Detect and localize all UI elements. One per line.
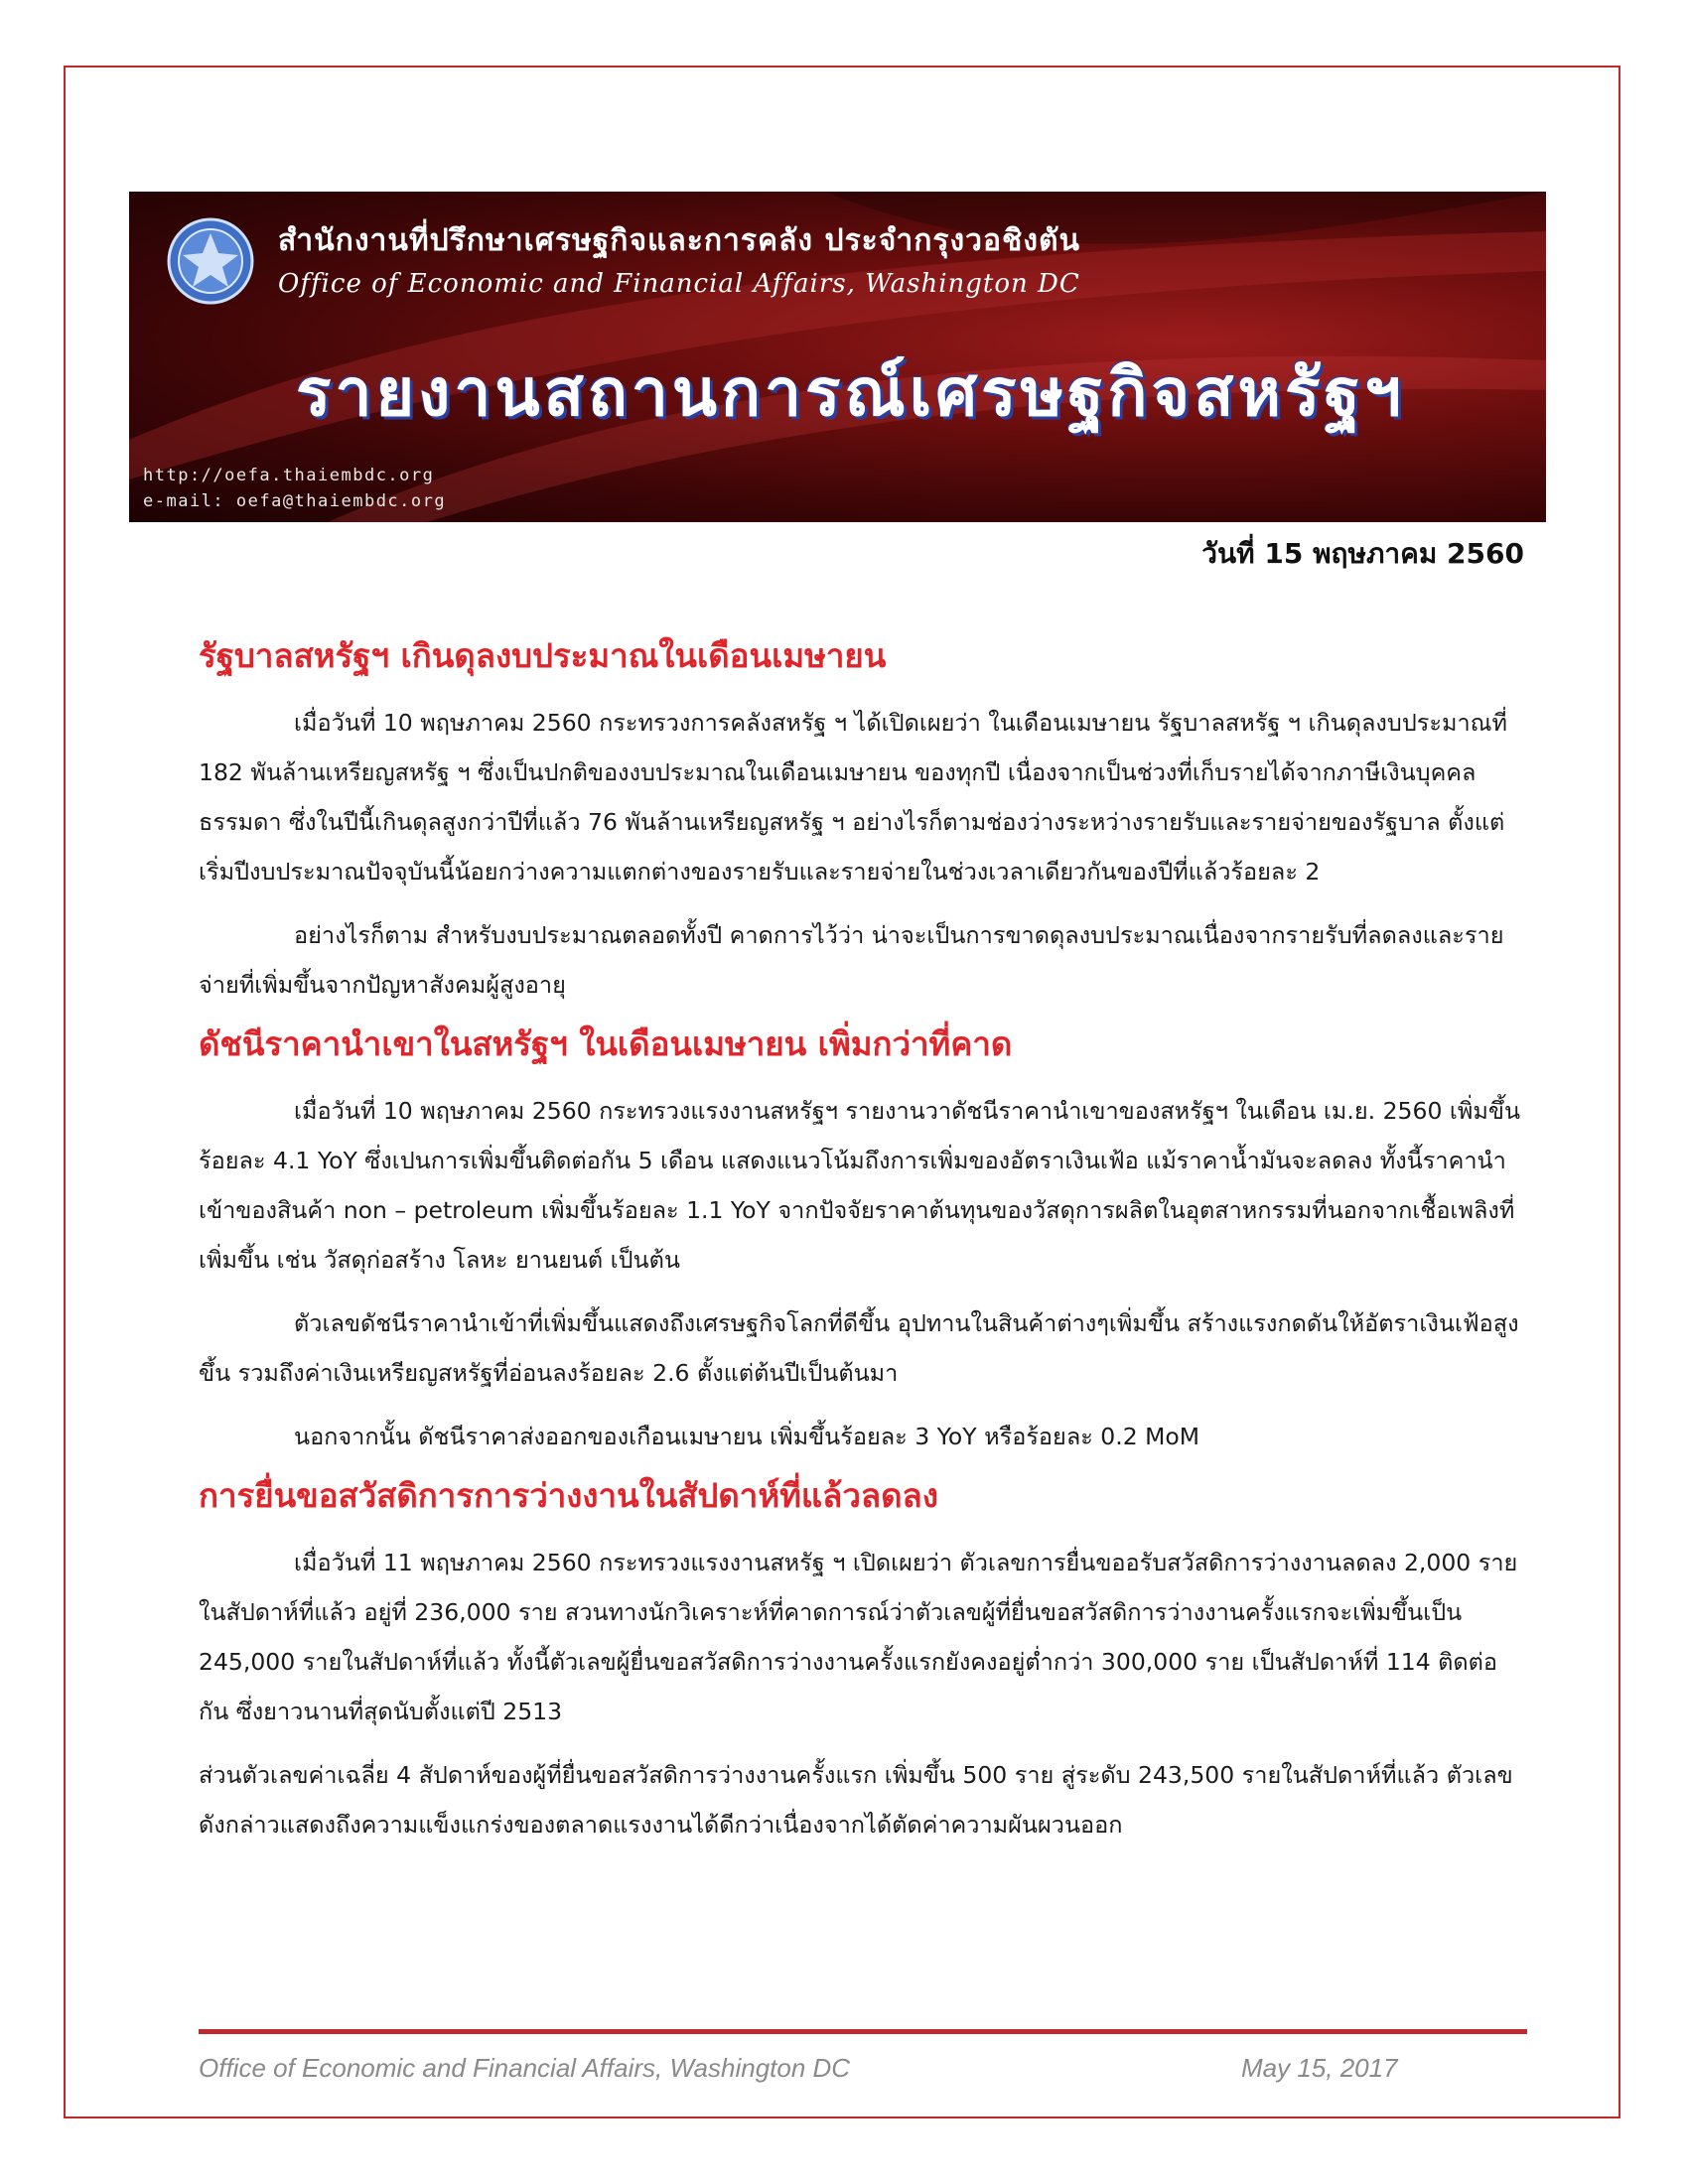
section-heading: รัฐบาลสหรัฐฯ เกินดุลงบประมาณในเดือนเมษายน [199,636,887,675]
banner-english-office-name: Office of Economic and Financial Affairs, Washington DC [278,269,1080,299]
footer-divider [199,2029,1527,2034]
footer-date: May 15, 2017 [1241,2053,1398,2083]
section-budget-surplus [199,635,1527,1010]
banner-thai-office-name: สำนักงานที่ปรึกษาเศรษฐกิจและการคลัง ประจำกรุงวอชิงตัน [278,223,1081,258]
paragraph: เมื่อวันที่ 10 พฤษภาคม 2560 กระทรวงการคลังสหรัฐ ฯ ได้เปิดเผยว่า ในเดือนเมษายน รัฐบาลสหรัฐ ฯ เกินดุลงบประมาณที่ 182 พันล้านเหรียญสหรัฐ ฯ ซึ่งเป็นปกติของงบประมาณในเดือนเมษายน ของทุกปี เนื่องจากเป็นช่วงที่เก็บรายได้จากภาษีเงินบุคคลธรรมดา ซึ่งในปีนี้เกินดุลสูงกว่าปีที่แล้ว 76 พันล้านเหรียญสหรัฐ ฯ อย่างไรก็ตามช่องว่างระหว่างรายรับและรายจ่ายของรัฐบาล ตั้งแต่เริ่มปีงบประมาณปัจจุบันนี้น้อยกว่างความแตกต่างของรายรับและรายจ่ายในช่วงเวลาเดียวกันของปีที่แล้วร้อยละ 2 [199,708,1507,886]
banner-report-title: รายงานสถานการณ์เศรษฐกิจสหรัฐฯ [296,354,1405,431]
paragraph: ตัวเลขดัชนีราคานำเข้าที่เพิ่มขึ้นแสดงถึงเศรษฐกิจโลกที่ดีขึ้น อุปทานในสินค้าต่างๆเพิ่มขึ้น สร้างแรงกดดันให้อัตราเงินเฟ้อสูงขึ้น รวมถึงค่าเงินเหรียญสหรัฐที่อ่อนลงร้อยละ 2.6 ตั้งแต่ต้นปีเป็นต้นมา [199,1308,1519,1387]
paragraph: เมื่อวันที่ 10 พฤษภาคม 2560 กระทรวงแรงงานสหรัฐฯ รายงานวาดัชนีราคานำเขาของสหรัฐฯ ในเดือน เม.ย. 2560 เพิ่มขึ้นร้อยละ 4.1 YoY ซึ่งเปนการเพิ่มขึ้นติดต่อกัน 5 เดือน แสดงแนวโน้มถึงการเพิ่มของอัตราเงินเฟ้อ แม้ราคาน้ำมันจะลดลง ทั้งนี้ราคานำเข้าของสินค้า non – petroleum เพิ่มขึ้นร้อยละ 1.1 YoY จากปัจจัยราคาต้นทุนของวัสดุการผลิตในอุตสาหกรรมที่นอกจากเชื้อเพลิงที่เพิ่มขึ้น เช่น วัสดุก่อสร้าง โลหะ ยานยนต์ เป็นต้น [199,1096,1521,1274]
paragraph: เมื่อวันที่ 11 พฤษภาคม 2560 กระทรวงแรงงานสหรัฐ ฯ เปิดเผยว่า ตัวเลขการยื่นขออรับสวัสดิการว่างงานลดลง 2,000 ราย ในสัปดาห์ที่แล้ว อยู่ที่ 236,000 ราย สวนทางนักวิเคราะห์ที่คาดการณ์ว่าตัวเลขผู้ที่ยื่นขอสวัสดิการว่างงานครั้งแรกจะเพิ่มขึ้นเป็น 245,000 รายในสัปดาห์ที่แล้ว ทั้งนี้ตัวเลขผู้ยื่นขอสวัสดิการว่างงานครั้งแรกยังคงอยู่ต่ำกว่า 300,000 ราย เป็นสัปดาห์ที่ 114 ติดต่อกัน ซึ่งยาวนานที่สุดนับตั้งแต่ปี 2513 [199,1548,1518,1725]
footer-office-name: Office of Economic and Financial Affairs, Washington DC [199,2053,851,2083]
banner-email: e-mail: oefa@thaiembdc.org [143,491,447,511]
paragraph: นอกจากนั้น ดัชนีราคาส่งออกของเกือนเมษายน เพิ่มขึ้นร้อยละ 3 YoY หรือร้อยละ 0.2 MoM [294,1422,1200,1450]
paragraph: ส่วนตัวเลขค่าเฉลี่ย 4 สัปดาห์ของผู้ที่ยื่นขอสวัสดิการว่างงานครั้งแรก เพิ่มขึ้น 500 ราย สู่ระดับ 243,500 รายในสัปดาห์ที่แล้ว ตัวเลขดังกล่าวแสดงถึงความแข็งแกร่งของตลาดแรงงานได้ดีกว่าเนื่องจากได้ตัดค่าความผันผวนออก [199,1760,1513,1839]
section-heading: การยื่นขอสวัสดิการการว่างงานในสัปดาห์ที่แล้วลดลง [199,1475,938,1515]
report-body [199,635,1527,1863]
section-heading: ดัชนีราคานำเขาในสหรัฐฯ ในเดือนเมษายน เพิ่มกว่าที่คาด [199,1024,1013,1063]
section-jobless-claims [199,1475,1527,1849]
header-banner [129,192,1546,522]
garuda-seal-icon [165,213,256,309]
banner-website-url: http://oefa.thaiembdc.org [143,466,435,485]
report-date: วันที่ 15 พฤษภาคม 2560 [1201,537,1524,570]
paragraph: อย่างไรก็ตาม สำหรับงบประมาณตลอดทั้งปี คาดการไว้ว่า น่าจะเป็นการขาดดุลงบประมาณเนื่องจากรายรับที่ลดลงและรายจ่ายที่เพิ่มขึ้นจากปัญหาสังคมผู้สูงอายุ [199,920,1504,999]
section-import-price-index [199,1024,1527,1461]
